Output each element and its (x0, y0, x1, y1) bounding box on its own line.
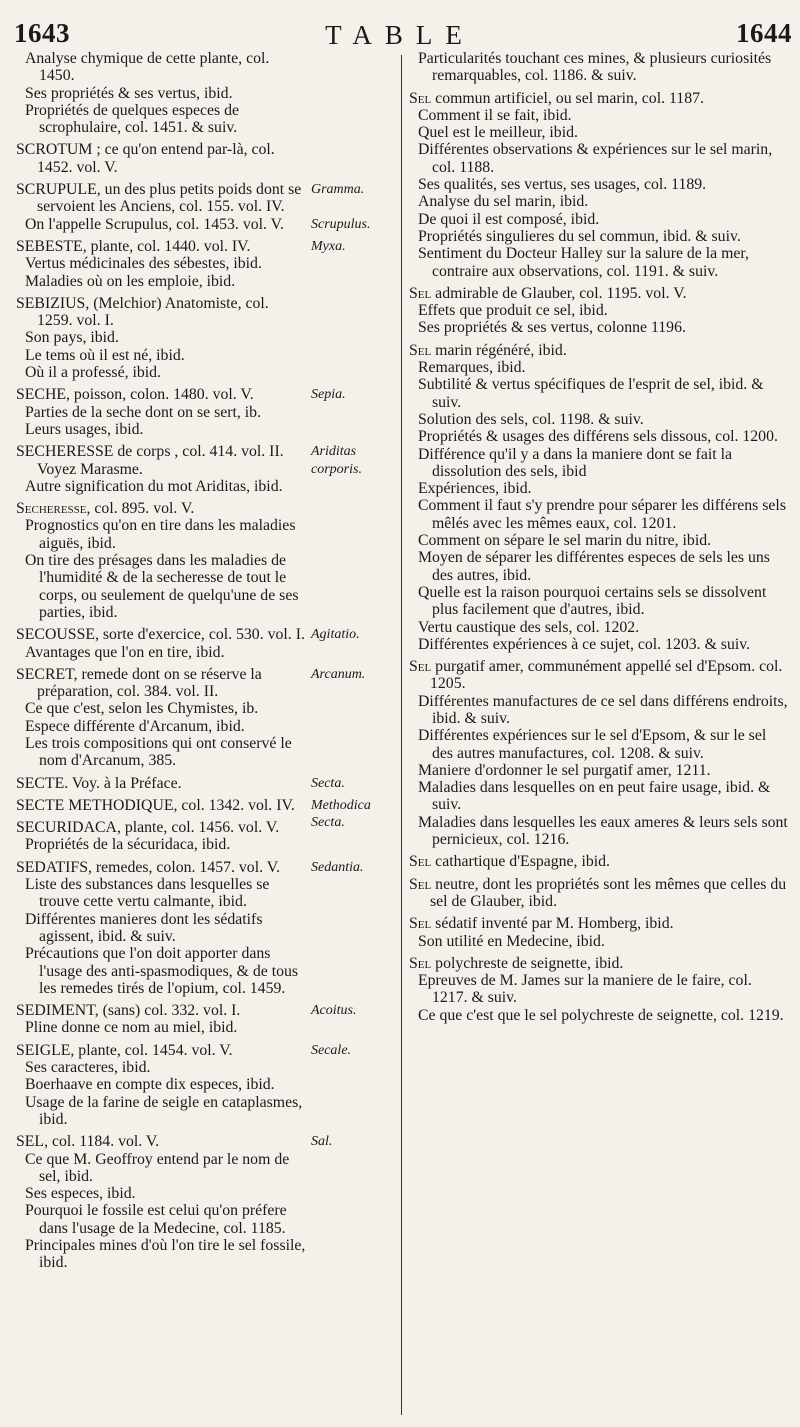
entry-headword: SEDIMENT (16, 1002, 95, 1020)
index-subentry (15, 421, 395, 438)
entry-text: Espece différente d'Arcanum, ibid. (25, 717, 245, 735)
index-subentry (408, 50, 792, 85)
entry-text: , remedes, colon. 1457. vol. V. (87, 858, 281, 876)
index-headword-entry (15, 775, 395, 792)
entry-text: cathartique d'Espagne, ibid. (431, 853, 610, 871)
entry-text: . Voy. à la Préface. (64, 774, 182, 792)
entry-text: Comment on sépare le sel marin du nitre, ibid. (418, 532, 712, 550)
entry-text: On l'appelle Scrupulus, col. 1453. vol. V. (25, 215, 284, 233)
index-subentry (408, 211, 792, 228)
index-subentry (15, 1185, 395, 1202)
entry-text: Solution des sels, col. 1198. & suiv. (418, 410, 644, 428)
entry-text: , col. 1184. vol. V. (44, 1133, 160, 1151)
entry-headword: SEBIZIUS (16, 294, 86, 312)
entry-headword: SEDATIFS (16, 858, 88, 876)
entry-headword: SECTE (16, 774, 65, 792)
index-subentry (408, 779, 792, 814)
entry-text: Autre signification du mot Ariditas, ibid. (25, 477, 283, 495)
entry-text: Ce que c'est que le sel polychreste de seignette, col. 1219. (418, 1006, 784, 1024)
index-headword-entry (408, 915, 792, 932)
index-headword-entry (15, 1042, 395, 1059)
index-subentry (15, 718, 395, 735)
entry-headword: Sel (409, 658, 432, 676)
index-subentry (15, 329, 395, 346)
entry-text: Leurs usages, ibid. (25, 420, 144, 438)
entry-text: Pourquoi le fossile est celui qu'on préfere dans l'usage de la Medecine, col. 1185. (25, 1202, 287, 1237)
index-subentry (15, 216, 395, 233)
index-subentry (15, 273, 395, 290)
entry-headword: Sel (409, 284, 432, 302)
entry-text: marin régénéré, ibid. (431, 341, 567, 359)
entry-text: Comment il se fait, ibid. (418, 106, 572, 124)
index-subentry (408, 245, 792, 280)
entry-text: ; ce qu'on entend par-là, col. 1452. vol. V. (37, 141, 275, 176)
entry-text: Quelle est la raison pourquoi certains sels se dissolvent plus facilement que d'autres, ibid. (418, 583, 767, 619)
entry-text: , col. 895. vol. V. (86, 500, 195, 518)
entry-text: On tire des présages dans les maladies de l'humidité & de la secheresse de tout le corps, ou seulement de quelqu'une de ses parties, ibid. (25, 552, 299, 621)
index-headword-entry (15, 626, 395, 643)
entry-text: sédatif inventé par M. Homberg, ibid. (431, 915, 674, 933)
entry-text: Prognostics qu'on en tire dans les maladies aiguës, ibid. (25, 517, 296, 552)
index-headword-entry (15, 295, 395, 330)
entry-text: Ce que M. Geoffroy entend par le nom de sel, ibid. (25, 1150, 290, 1185)
entry-text: Ses especes, ibid. (25, 1185, 136, 1203)
index-subentry (15, 735, 395, 770)
index-subentry (408, 532, 792, 549)
index-headword-entry (408, 342, 792, 359)
entry-text: Sentiment du Docteur Halley sur la salure de la mer, contraire aux observations, col. 1191. & suiv. (418, 245, 749, 280)
entry-text: , un des plus petits poids dont se servoient les Anciens, col. 155. vol. IV. (37, 181, 302, 216)
index-subentry (408, 176, 792, 193)
index-subentry (408, 933, 792, 950)
latin-synonym: Agitatio. (311, 627, 360, 643)
latin-synonym: Arcanum. (311, 666, 366, 682)
index-headword-entry (15, 1002, 395, 1019)
latin-synonym: Gramma. (311, 182, 365, 198)
entry-headword: SEL (16, 1133, 45, 1151)
entry-text: , col. 1342. vol. IV. (173, 796, 295, 814)
entry-text: Quel est le meilleur, ibid. (418, 124, 578, 142)
entry-text: Ce que c'est, selon les Chymistes, ib. (25, 700, 259, 718)
entry-text: Où il a professé, ibid. (25, 364, 162, 382)
entry-headword: Sel (409, 875, 432, 893)
entry-text: de corps , col. 414. vol. II. Voyez Marasme. (37, 443, 284, 478)
entry-text: , (Melchior) Anatomiste, col. 1259. vol. I. (37, 294, 269, 330)
index-subentry (408, 619, 792, 636)
entry-text: Liste des substances dans lesquelles se trouve cette vertu calmante, ibid. (25, 876, 270, 911)
index-subentry (408, 376, 792, 411)
entry-headword: SECTE METHODIQUE (16, 796, 174, 814)
index-subentry (15, 517, 395, 552)
latin-synonym: Methodica Secta. (311, 797, 371, 831)
index-subentry (408, 107, 792, 124)
latin-synonym: Ariditas corporis. (311, 444, 362, 477)
index-subentry (15, 1059, 395, 1076)
index-headword-entry (15, 666, 395, 701)
latin-synonym: Scrupulus. (311, 216, 371, 232)
entry-headword: Sel (409, 954, 432, 972)
index-headword-entry (408, 853, 792, 870)
entry-text: Usage de la farine de seigle en cataplasmes, ibid. (25, 1093, 303, 1128)
index-subentry (408, 411, 792, 428)
entry-headword: SECOUSSE (16, 626, 96, 644)
entry-text: neutre, dont les propriétés sont les mêmes que celles du sel de Glauber, ibid. (430, 875, 787, 910)
index-subentry (408, 359, 792, 376)
right-column (408, 50, 792, 1415)
entry-text: , plante, col. 1440. vol. IV. (82, 237, 251, 255)
index-subentry (408, 428, 792, 445)
entry-text: Les trois compositions qui ont conservé le nom d'Arcanum, 385. (25, 734, 292, 770)
index-subentry (408, 549, 792, 584)
entry-text: Expériences, ibid. (418, 480, 532, 498)
index-headword-entry (15, 819, 395, 836)
index-subentry (15, 85, 395, 102)
index-headword-entry (15, 141, 395, 176)
column-divider (401, 55, 402, 1415)
index-subentry (15, 404, 395, 421)
entry-text: Vertu caustique des sels, col. 1202. (418, 618, 640, 636)
latin-synonym: Acoitus. (311, 1003, 357, 1019)
page-number-left: 1643 (14, 18, 70, 48)
entry-text: Boerhaave en compte dix especes, ibid. (25, 1076, 275, 1094)
entry-text: purgatif amer, communément appellé sel d'Epsom. col. 1205. (430, 658, 783, 693)
index-headword-entry (408, 90, 792, 107)
entry-text: Pline donne ce nom au miel, ibid. (25, 1019, 238, 1037)
entry-headword: SEIGLE (16, 1041, 71, 1059)
index-headword-entry (15, 500, 395, 517)
index-subentry (15, 552, 395, 621)
entry-headword: Sel (409, 915, 432, 933)
index-subentry (15, 1202, 395, 1237)
entry-text: Différentes expériences sur le sel d'Epsom, & sur le sel des autres manufactures, col. 1208. & suiv. (418, 727, 767, 762)
entry-text: , (sans) col. 332. vol. I. (94, 1002, 241, 1020)
entry-text: , plante, col. 1454. vol. V. (70, 1041, 233, 1059)
entry-text: Moyen de séparer les différentes especes de sels les uns des autres, ibid. (418, 549, 770, 584)
entry-headword: SCRUPULE (16, 181, 97, 199)
entry-text: Propriétés de la sécuridaca, ibid. (25, 836, 231, 854)
index-subentry (15, 1019, 395, 1036)
index-subentry (408, 584, 792, 619)
index-subentry (408, 972, 792, 1007)
entry-text: Ses caracteres, ibid. (25, 1059, 151, 1077)
entry-text: Propriétés de quelques especes de scrophulaire, col. 1451. & suiv. (25, 101, 240, 137)
latin-synonym: Myxa. (311, 238, 346, 254)
entry-text: De quoi il est composé, ibid. (418, 210, 600, 228)
index-subentry (408, 814, 792, 849)
index-subentry (15, 700, 395, 717)
page-title: TABLE (325, 20, 475, 50)
entry-headword: SECURIDACA (16, 819, 117, 837)
entry-text: Particularités touchant ces mines, & plusieurs curiosités remarquables, col. 1186. & suiv. (418, 50, 772, 85)
entry-text: commun artificiel, ou sel marin, col. 1187. (431, 89, 704, 107)
entry-headword: SECHERESSE (16, 443, 114, 461)
entry-text: Différence qu'il y a dans la maniere dont se fait la dissolution des sels, ibid (418, 445, 732, 480)
latin-synonym: Sepia. (311, 387, 346, 403)
entry-headword: SEBESTE (16, 237, 83, 255)
index-subentry (15, 1237, 395, 1272)
index-subentry (15, 1076, 395, 1093)
entry-text: Son utilité en Medecine, ibid. (418, 932, 605, 950)
entry-text: Son pays, ibid. (25, 329, 119, 347)
entry-text: Principales mines d'où l'on tire le sel fossile, ibid. (25, 1237, 306, 1272)
entry-text: Différentes manieres dont les sédatifs agissent, ibid. & suiv. (25, 910, 263, 945)
entry-text: Epreuves de M. James sur la maniere de le faire, col. 1217. & suiv. (418, 972, 752, 1007)
index-headword-entry (15, 181, 395, 216)
index-subentry (15, 255, 395, 272)
index-headword-entry (15, 238, 395, 255)
entry-text: Propriétés singulieres du sel commun, ibid. & suiv. (418, 227, 741, 245)
index-subentry (15, 644, 395, 661)
index-subentry (15, 911, 395, 946)
latin-synonym: Secale. (311, 1042, 352, 1058)
entry-headword: SECRET (16, 665, 74, 683)
entry-text: Le tems où il est né, ibid. (25, 346, 185, 364)
entry-text: Maladies dans lesquelles on en peut faire usage, ibid. & suiv. (418, 779, 771, 814)
latin-synonym: Sedantia. (311, 859, 364, 875)
entry-headword: SCROTUM (16, 141, 93, 159)
entry-text: , plante, col. 1456. vol. V. (116, 819, 280, 837)
entry-headword: Sel (409, 89, 432, 107)
entry-text: Ses qualités, ses vertus, ses usages, col. 1189. (418, 176, 707, 194)
index-subentry (408, 446, 792, 481)
index-subentry (15, 1151, 395, 1186)
index-subentry (15, 102, 395, 137)
index-subentry (408, 193, 792, 210)
entry-text: , poisson, colon. 1480. vol. V. (66, 386, 254, 404)
index-subentry (408, 693, 792, 728)
entry-text: Parties de la seche dont on se sert, ib. (25, 403, 262, 421)
entry-text: Maladies dans lesquelles les eaux ameres & leurs sels sont pernicieux, col. 1216. (418, 813, 788, 849)
index-subentry (15, 364, 395, 381)
latin-synonym: Sal. (311, 1134, 333, 1150)
entry-headword: Sel (409, 853, 432, 871)
index-subentry (408, 1007, 792, 1024)
index-headword-entry (15, 1133, 395, 1150)
index-headword-entry (408, 658, 792, 693)
entry-text: polychreste de seignette, ibid. (431, 954, 624, 972)
entry-text: Maladies où on les emploie, ibid. (25, 272, 236, 290)
page-number-right: 1644 (736, 18, 792, 48)
entry-headword: SECHE (16, 386, 67, 404)
index-subentry (408, 480, 792, 497)
entry-text: Vertus médicinales des sébestes, ibid. (25, 255, 262, 273)
entry-text: Ses propriétés & ses vertus, ibid. (25, 84, 233, 102)
entry-text: Comment il faut s'y prendre pour séparer les différens sels mêlés avec les mêmes eaux, col. 1201. (418, 497, 786, 532)
entry-text: Subtilité & vertus spécifiques de l'esprit de sel, ibid. & suiv. (418, 376, 764, 411)
entry-text: Ses propriétés & ses vertus, colonne 1196. (418, 319, 686, 337)
entry-text: Effets que produit ce sel, ibid. (418, 302, 608, 320)
index-subentry (15, 50, 395, 85)
latin-synonym: Secta. (311, 775, 345, 791)
entry-text: Précautions que l'on doit apporter dans l'usage des anti-spasmodiques, & de tous les remedes tirés de l'opium, col. 1459. (25, 945, 299, 997)
index-headword-entry (408, 955, 792, 972)
index-subentry (408, 302, 792, 319)
index-subentry (408, 727, 792, 762)
entry-text: Analyse chymique de cette plante, col. 1450. (25, 50, 270, 85)
entry-text: Analyse du sel marin, ibid. (418, 193, 589, 211)
entry-text: Avantages que l'on en tire, ibid. (25, 643, 225, 661)
page-header (0, 0, 800, 52)
index-subentry (408, 319, 792, 336)
entry-text: Différentes observations & expériences sur le sel marin, col. 1188. (418, 141, 773, 176)
index-subentry (15, 478, 395, 495)
entry-text: Remarques, ibid. (418, 359, 526, 377)
index-subentry (15, 945, 395, 997)
entry-text: , sorte d'exercice, col. 530. vol. I. (95, 626, 305, 644)
index-subentry (408, 228, 792, 245)
index-headword-entry (15, 386, 395, 403)
entry-text: Différentes expériences à ce sujet, col. 1203. & suiv. (418, 635, 751, 653)
entry-text: Maniere d'ordonner le sel purgatif amer, 1211. (418, 761, 711, 779)
index-subentry (408, 497, 792, 532)
index-headword-entry (408, 285, 792, 302)
index-subentry (15, 1094, 395, 1129)
entry-headword: Secheresse (16, 500, 87, 518)
entry-headword: Sel (409, 341, 432, 359)
index-headword-entry (408, 876, 792, 911)
index-subentry (408, 636, 792, 653)
index-subentry (408, 762, 792, 779)
index-subentry (15, 836, 395, 853)
index-subentry (408, 141, 792, 176)
index-headword-entry (15, 859, 395, 876)
index-headword-entry (15, 443, 395, 478)
entry-text: Différentes manufactures de ce sel dans différens endroits, ibid. & suiv. (418, 692, 788, 727)
entry-text: , remede dont on se réserve la préparation, col. 384. vol. II. (37, 665, 262, 701)
entry-text: admirable de Glauber, col. 1195. vol. V. (431, 284, 687, 302)
entry-text: Propriétés & usages des différens sels dissous, col. 1200. (418, 428, 778, 446)
index-subentry (15, 347, 395, 364)
index-subentry (15, 876, 395, 911)
left-column (15, 50, 395, 1415)
index-subentry (408, 124, 792, 141)
